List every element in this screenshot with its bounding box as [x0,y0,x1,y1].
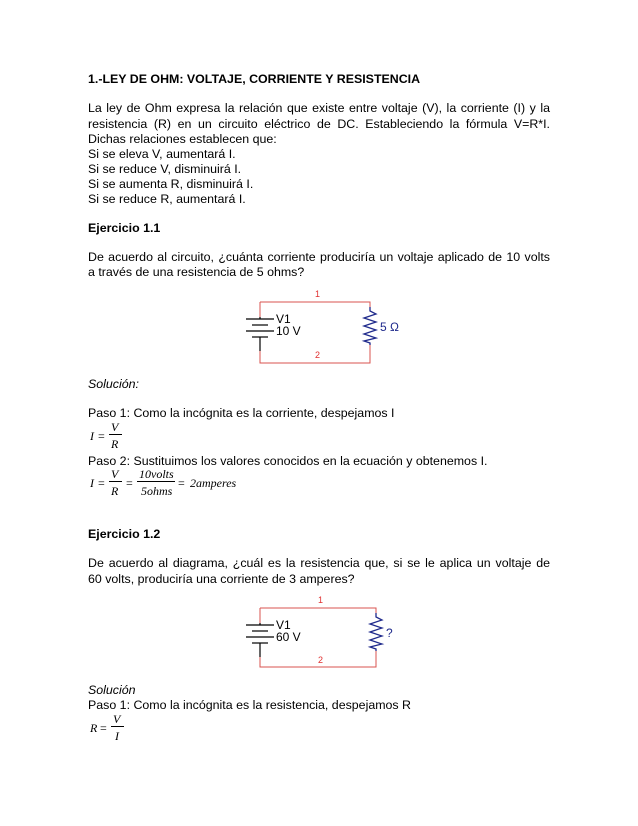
ex1-question-line-1: De acuerdo al circuito, ¿cuánta corriente produciría un voltaje aplicado de 10 volts [88,250,550,264]
ex1-resistor-symbol [364,307,376,345]
ex1-f1-num: V [111,420,119,434]
ex1-f1-eq: = [98,429,105,443]
intro-line-2: resistencia (R) en un circuito eléctrico de DC. Estableciendo la fórmula V=R*I. [88,117,550,131]
ex1-node-bottom-label: 2 [315,350,321,360]
ex2-f1-den: I [115,729,119,743]
ex2-f1-eq: = [100,721,107,735]
intro-line-5: Si se reduce V, disminuirá I. [88,162,242,176]
ex2-solution-label: Solución [88,683,136,697]
ex1-f2-num1: V [111,467,119,481]
intro-line-7: Si se reduce R, aumentará I. [88,192,246,206]
ex1-f1-fraction-bar [109,434,122,435]
ex2-f1-num: V [113,712,121,726]
ex2-f1-lhs: R [90,721,98,735]
intro-line-3: Dichas relaciones establecen que: [88,132,277,146]
ex2-source-value: 60 V [276,630,301,644]
intro-line-1: La ley de Ohm expresa la relación que existe entre voltaje (V), la corriente (I) y la [88,101,550,115]
ex2-question-line-1: De acuerdo al diagrama, ¿cuál es la resistencia que, si se le aplica un voltaje de [88,556,550,570]
ex1-heading: Ejercicio 1.1 [88,221,161,235]
ex1-f2-den1: R [111,484,119,498]
ex1-wire-top [260,302,370,307]
ex2-resistor-label: ? [386,626,393,640]
ex2-f1-fraction-bar [111,726,124,727]
ex1-question-line-2: a través de una resistencia de 5 ohms? [88,265,305,279]
ex1-f1-lhs: I [90,429,94,443]
ex1-f2-result: 2amperes [190,476,237,490]
ex2-heading: Ejercicio 1.2 [88,527,161,541]
ex1-f2-eq3: = [178,476,185,490]
ex2-wire-top [260,608,376,613]
ex1-f2-eq: = [98,476,105,490]
ex1-f2-den2: 5ohms [141,484,173,498]
ex1-f2-lhs: I [90,476,94,490]
ex1-f1-den: R [111,437,119,451]
ex1-f2-num2: 10volts [139,467,174,481]
ex1-solution-label: Solución: [88,377,139,391]
ex2-question-line-2: 60 volts, produciría una corriente de 3 amperes? [88,572,355,586]
ex1-f2-eq2: = [126,476,133,490]
ex2-step1: Paso 1: Como la incógnita es la resistencia, despejamos R [88,698,412,712]
ex1-source-value: 10 V [276,324,301,338]
ex1-battery-symbol [246,317,274,351]
ex2-source-name: V1 [276,618,291,632]
ex1-source-name: V1 [276,312,291,326]
ex1-f2-fraction-bar-1 [109,481,122,482]
ex2-resistor-symbol [370,613,382,651]
ex2-circuit-diagram [240,591,400,671]
intro-line-4: Si se eleva V, aumentará I. [88,147,236,161]
ex1-step1: Paso 1: Como la incógnita es la corriente, despejamos I [88,406,395,420]
ex1-f2-fraction-bar-2 [137,481,175,482]
section-title: 1.-LEY DE OHM: VOLTAJE, CORRIENTE Y RESISTENCIA [88,72,421,86]
ex2-node-bottom-label: 2 [318,655,324,665]
ex2-node-top-label: 1 [318,595,324,605]
ex1-circuit-diagram [240,285,400,365]
ex1-resistor-label: 5 Ω [380,320,399,334]
ex2-battery-symbol [246,623,274,657]
ex1-step2: Paso 2: Sustituimos los valores conocidos en la ecuación y obtenemos I. [88,454,488,468]
ex1-node-top-label: 1 [315,289,321,299]
intro-line-6: Si se aumenta R, disminuirá I. [88,177,254,191]
